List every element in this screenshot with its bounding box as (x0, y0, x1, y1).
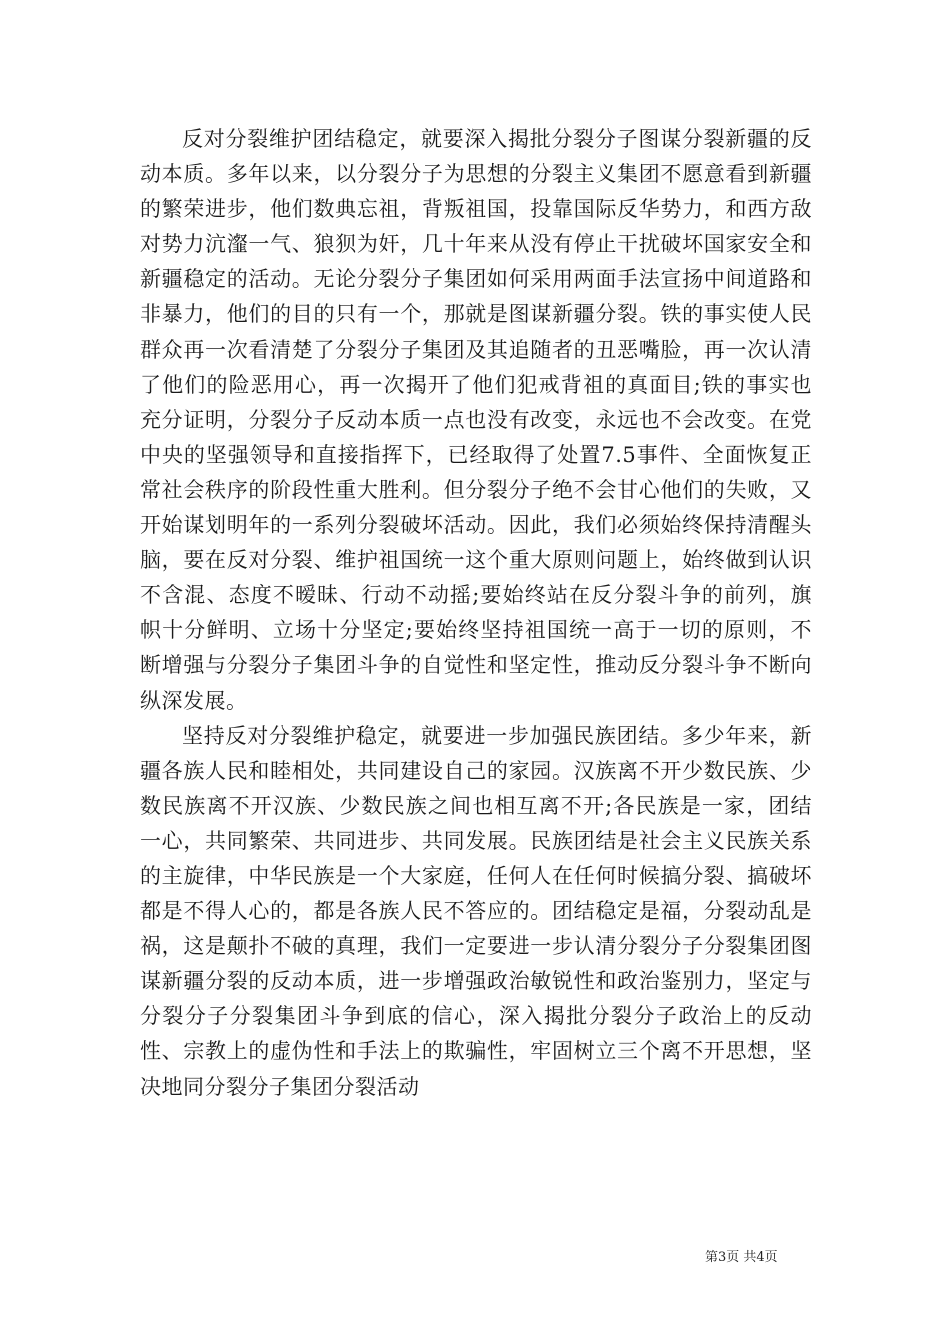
document-body (140, 122, 812, 1105)
page-number-footer: 第3页 共4页 (705, 1250, 778, 1265)
paragraph-2: 坚持反对分裂维护稳定，就要进一步加强民族团结。多少年来，新疆各族人民和睦相处，共同建设自己的家园。汉族离不开少数民族、少数民族离不开汉族、少数民族之间也相互离不开;各民族是一家，团结一心，共同繁荣、共同进步、共同发展。民族团结是社会主义民族关系的主旋律，中华民族是一个大家庭，任何人在任何时候搞分裂、搞破坏都是不得人心的，都是各族人民不答应的。团结稳定是福，分裂动乱是祸，这是颠扑不破的真理，我们一定要进一步认清分裂分子分裂集团图谋新疆分裂的反动本质，进一步增强政治敏锐性和政治鉴别力，坚定与分裂分子分裂集团斗争到底的信心，深入揭批分裂分子政治上的反动性、宗教上的虚伪性和手法上的欺骗性，牢固树立三个离不开思想，坚决地同分裂分子集团分裂活动 (140, 723, 812, 1099)
paragraph-1: 反对分裂维护团结稳定，就要深入揭批分裂分子图谋分裂新疆的反动本质。多年以来，以分裂分子为思想的分裂主义集团不愿意看到新疆的繁荣进步，他们数典忘祖，背叛祖国，投靠国际反华势力，和西方敌对势力沆瀣一气、狼狈为奸，几十年来从没有停止干扰破坏国家安全和新疆稳定的活动。无论分裂分子集团如何采用两面手法宣扬中间道路和非暴力，他们的目的只有一个，那就是图谋新疆分裂。铁的事实使人民群众再一次看清楚了分裂分子集团及其追随者的丑恶嘴脸，再一次认清了他们的险恶用心，再一次揭开了他们犯戒背祖的真面目;铁的事实也充分证明，分裂分子反动本质一点也没有改变，永远也不会改变。在党中央的坚强领导和直接指挥下，已经取得了处置7.5事件、全面恢复正常社会秩序的阶段性重大胜利。但分裂分子绝不会甘心他们的失败，又开始谋划明年的一系列分裂破坏活动。因此，我们必须始终保持清醒头脑，要在反对分裂、维护祖国统一这个重大原则问题上，始终做到认识不含混、态度不暧昧、行动不动摇;要始终站在反分裂斗争的前列，旗帜十分鲜明、立场十分坚定;要始终坚持祖国统一高于一切的原则，不断增强与分裂分子集团斗争的自觉性和坚定性，推动反分裂斗争不断向纵深发展。 (140, 127, 812, 713)
